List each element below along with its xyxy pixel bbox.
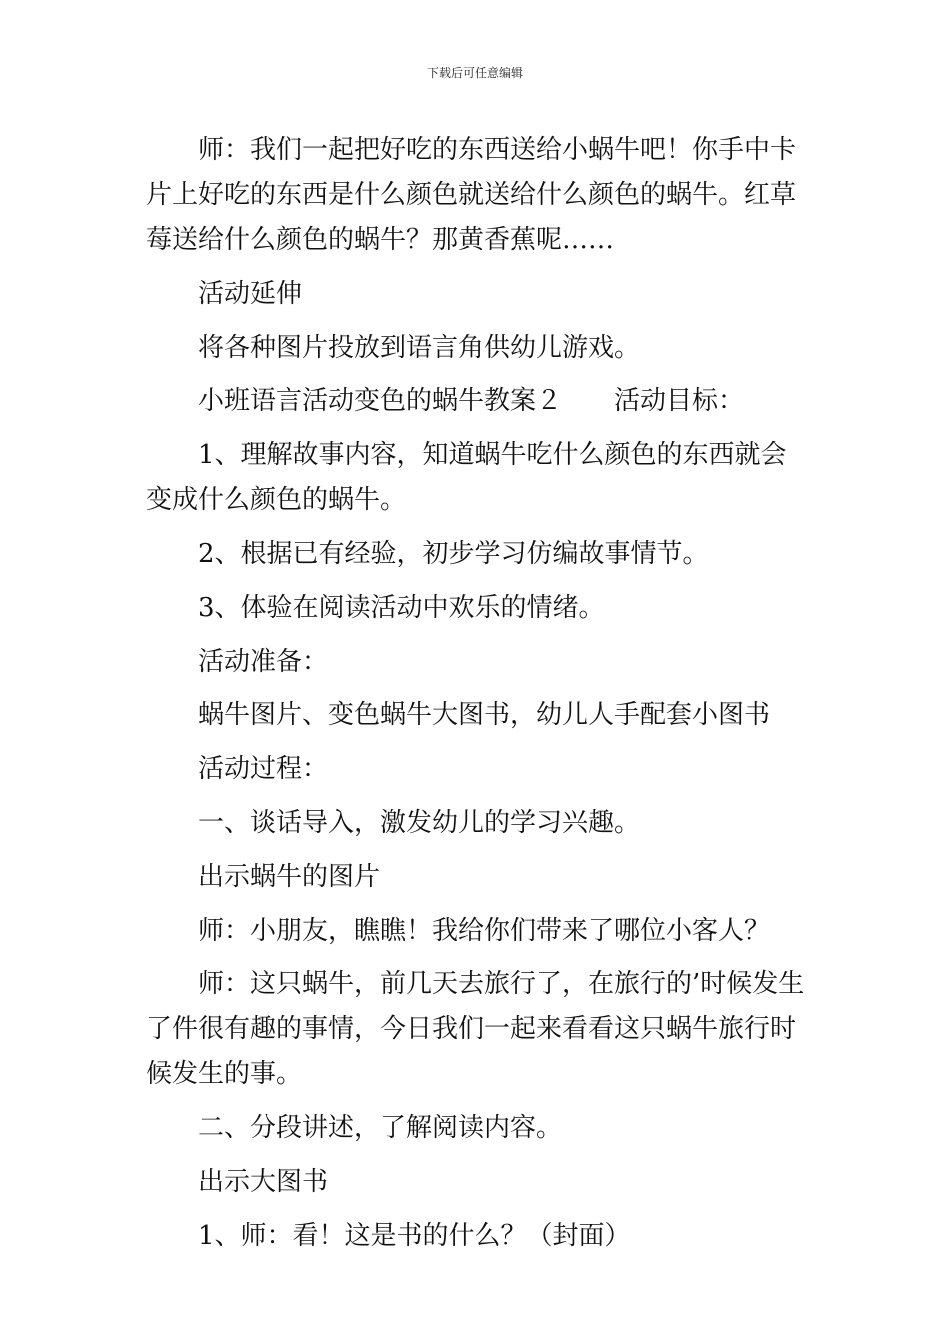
list-item: 3、体验在阅读活动中欢乐的情绪。 [198, 592, 605, 623]
section-heading: 活动延伸 [198, 278, 303, 309]
paragraph: 二、分段讲述，了解阅读内容。 [198, 1113, 563, 1144]
section-heading: 活动准备： [198, 646, 329, 677]
paragraph: 将各种图片投放到语言角供幼儿游戏。 [198, 332, 641, 363]
paragraph: 出示大图书 [198, 1166, 329, 1197]
paragraph: 师：小朋友，瞧瞧！我给你们带来了哪位小客人？ [198, 915, 771, 946]
paragraph: 师：这只蜗牛，前几天去旅行了，在旅行的’时候发生了件很有趣的事情，今日我们一起来看看这只蜗牛旅行时候发生的事。 [146, 969, 805, 1090]
paragraph: 蜗牛图片、变色蜗牛大图书，幼儿人手配套小图书 [198, 700, 771, 731]
document-body [146, 128, 812, 1268]
paragraph: 师：我们一起把好吃的东西送给小蜗牛吧！你手中卡片上好吃的东西是什么颜色就送给什么颜色的蜗牛。红草莓送给什么颜色的蜗牛？那黄香蕉呢…… [146, 135, 797, 255]
list-item: 2、根据已有经验，初步学习仿编故事情节。 [198, 538, 709, 569]
list-item: 1、理解故事内容，知道蜗牛吃什么颜色的东西就会变成什么颜色的蜗牛。 [146, 440, 787, 516]
section-heading: 小班语言活动变色的蜗牛教案２ 活动目标： [198, 386, 745, 417]
page-header-note: 下载后可任意编辑 [426, 66, 523, 80]
paragraph: 出示蜗牛的图片 [198, 861, 381, 892]
paragraph: 1、师：看！这是书的什么？（封面） [198, 1220, 631, 1251]
paragraph: 一、谈话导入，激发幼儿的学习兴趣。 [198, 807, 641, 838]
section-heading: 活动过程： [198, 754, 329, 785]
